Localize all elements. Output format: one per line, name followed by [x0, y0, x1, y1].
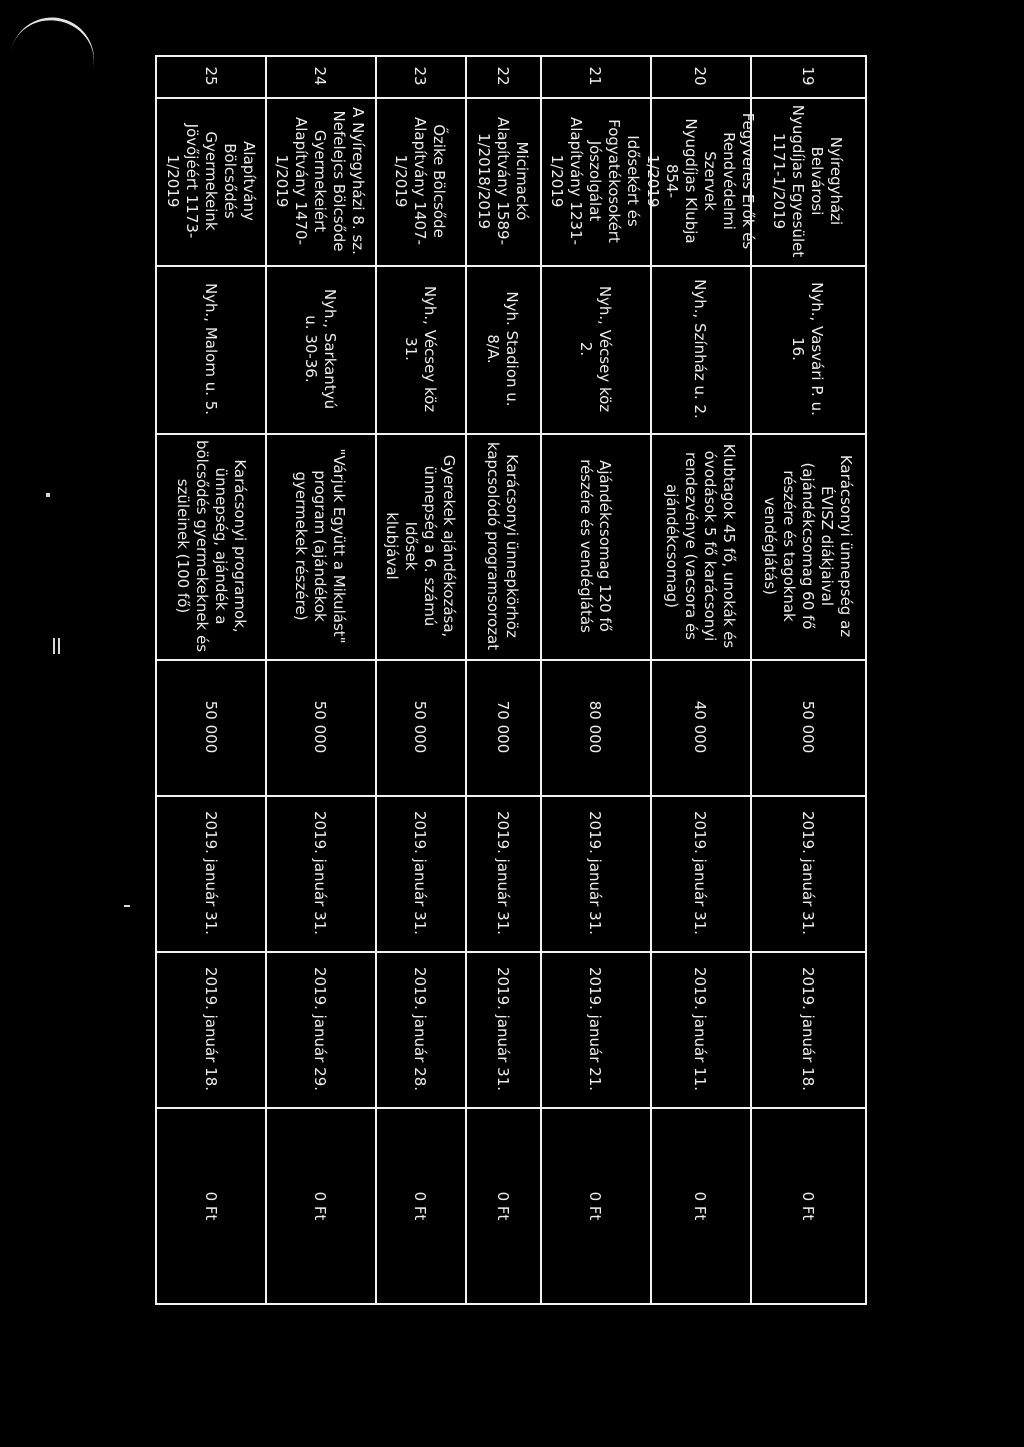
scan-speck — [58, 638, 60, 654]
cell-organization: Idősekért és Fogyatékosokért Jószolgálat Alapítvány 1231- 1/2019 — [548, 117, 643, 245]
table-row — [155, 55, 267, 1305]
cell-number: 24 — [311, 66, 330, 86]
table-row — [540, 55, 652, 1305]
cell-number: 25 — [202, 66, 221, 86]
cell-date: 2019. január 29. — [311, 966, 330, 1092]
cell-number: 22 — [494, 66, 512, 86]
cell-address: Nyh., Vécsey köz 31. — [402, 285, 439, 413]
cell-number: 19 — [799, 66, 817, 86]
cell-organization: Fegyveres Erők és Rendvédelmi Szervek Nyugdíjas Klubja 854- 1/2019 — [644, 112, 757, 250]
column-divider — [157, 659, 867, 661]
cell-number: 23 — [411, 66, 430, 86]
cell-date: 2019. január 18. — [202, 966, 221, 1092]
cell-deadline: 2019. január 31. — [494, 810, 512, 936]
table-row — [265, 55, 377, 1305]
table-row — [375, 55, 467, 1305]
column-divider — [157, 433, 867, 435]
cell-value: 0 Ft — [691, 1191, 710, 1221]
column-divider — [157, 55, 867, 57]
table-row — [750, 55, 867, 1305]
cell-date: 2019. január 18. — [799, 966, 817, 1092]
cell-address: Nyh., Vécsey köz 2. — [577, 285, 614, 413]
column-divider — [157, 795, 867, 797]
column-divider — [157, 951, 867, 953]
cell-amount: 50 000 — [799, 700, 817, 754]
cell-date: 2019. január 31. — [494, 966, 512, 1092]
cell-organization: Alapítvány Bölcsődés Gyermekeink Jövőjéért 1173- 1/2019 — [164, 123, 259, 239]
cell-organization: Őzike Bölcsőde Alapítvány 1407- 1/2019 — [392, 117, 449, 245]
scan-corner-mark — [9, 9, 103, 79]
cell-date: 2019. január 28. — [411, 966, 430, 1092]
cell-address: Nyh., Sarkantyú u. 30-36. — [302, 288, 339, 410]
cell-address: Nyh., Színház u. 2. — [691, 279, 710, 419]
cell-address: Nyh. Stadion u. 8/A. — [484, 291, 522, 407]
cell-amount: 70 000 — [494, 700, 512, 754]
cell-deadline: 2019. január 31. — [411, 810, 430, 936]
cell-number: 20 — [691, 66, 710, 86]
cell-value: 0 Ft — [411, 1191, 430, 1221]
cell-address: Nyh., Malom u. 5. — [202, 282, 221, 416]
table-row — [465, 55, 542, 1305]
cell-purpose: Karácsonyi ünnepség az ÉVISZ diákjaival (ajándékcsomag 60 fő részére és tagoknak vendéglátás) — [761, 454, 855, 638]
cell-deadline: 2019. január 31. — [691, 810, 710, 936]
table-row — [644, 55, 757, 1305]
column-divider — [157, 1107, 867, 1109]
cell-organization: A Nyíregyházi 8. sz. Nefelejcs Bölcsőde Gyermekeiért Alapítvány 1470- 1/2019 — [273, 107, 368, 255]
cell-deadline: 2019. január 31. — [311, 810, 330, 936]
cell-deadline: 2019. január 31. — [799, 810, 817, 936]
cell-value: 0 Ft — [202, 1191, 221, 1221]
cell-purpose: Klubtagok 45 fő, unokák és óvodások 5 fő karácsonyi rendezvénye (vacsora és ajándékcsomag) — [663, 443, 738, 649]
cell-value: 0 Ft — [494, 1191, 512, 1221]
column-divider — [157, 97, 867, 99]
scan-speck — [53, 638, 55, 654]
cell-amount: 80 000 — [586, 700, 605, 754]
cell-amount: 50 000 — [202, 700, 221, 754]
cell-date: 2019. január 11. — [691, 966, 710, 1092]
cell-amount: 50 000 — [411, 700, 430, 754]
cell-value: 0 Ft — [799, 1191, 817, 1221]
column-divider — [157, 265, 867, 267]
scan-speck — [46, 493, 50, 497]
cell-purpose: Gyerekek ajándékozása, ünnepség a 6. számú Idősek klubjával — [383, 454, 458, 638]
cell-purpose: Karácsonyi programok, ünnepség, ajándék a bölcsődés gyermekeknek és szüleinek (100 fő) — [174, 439, 249, 653]
cell-purpose: "Várjuk Együtt a Mikulást" program (ajándékok gyermekek részére) — [292, 448, 349, 644]
cell-number: 21 — [586, 66, 605, 86]
cell-address: Nyh., Vasvári P. u. 16. — [789, 282, 827, 416]
cell-value: 0 Ft — [311, 1191, 330, 1221]
cell-deadline: 2019. január 31. — [586, 810, 605, 936]
cell-purpose: Ajándékcsomag 120 fő részére és vendéglátás — [577, 459, 614, 633]
rotated-document — [157, 55, 867, 1305]
cell-organization: Micimackó Alapítvány 1589- 1/2018/2019 — [475, 117, 531, 245]
cell-value: 0 Ft — [586, 1191, 605, 1221]
cell-date: 2019. január 21. — [586, 966, 605, 1092]
cell-purpose: Karácsonyi ünnepkörhöz kapcsolódó programsorozat — [484, 441, 522, 651]
cell-organization: Nyíregyházi Belvárosi Nyugdíjas Egyesület 1171-1/2019 — [770, 104, 846, 258]
cell-amount: 50 000 — [311, 700, 330, 754]
cell-amount: 40 000 — [691, 700, 710, 754]
scan-speck — [124, 905, 130, 907]
column-divider — [157, 1303, 867, 1305]
cell-deadline: 2019. január 31. — [202, 810, 221, 936]
